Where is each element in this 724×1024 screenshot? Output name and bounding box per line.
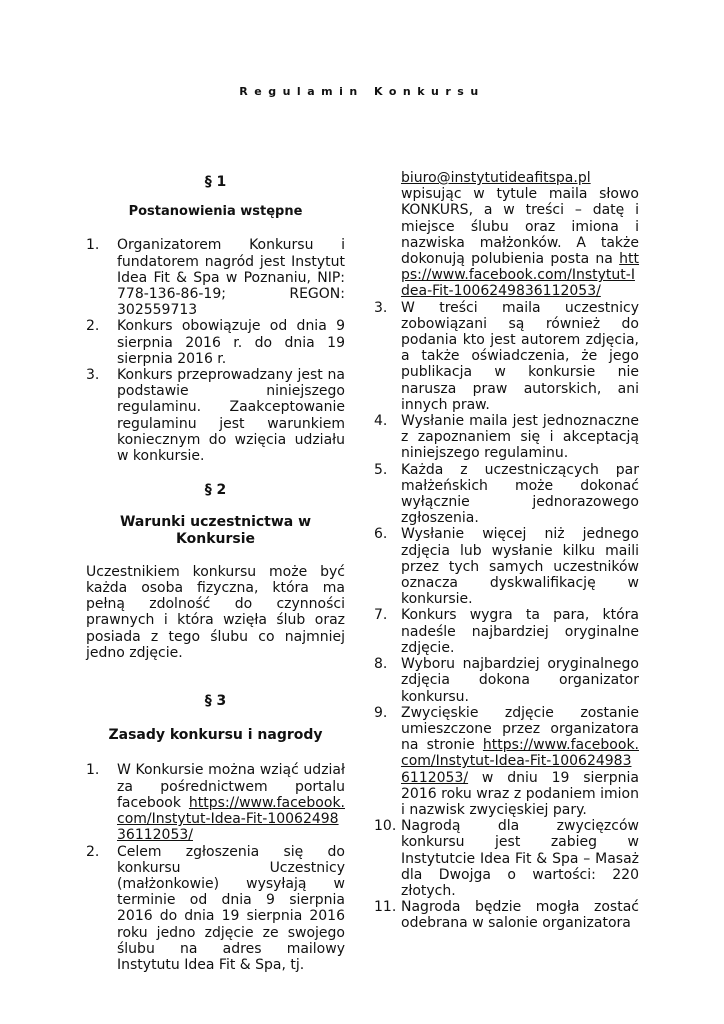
document-title: Regulamin Konkursu [239, 85, 485, 98]
list-text: Wysłanie maila jest jednoznaczne z zapoznaniem się i akceptacją niniejszego regulaminu. [401, 413, 639, 462]
list-text: W treści maila uczestnicy zobowiązani są również do podania kto jest autorem zdjęcia, a także oświadczenia, że jego publikacja w konkursie nie narusza praw autorskich, ani innych praw. [401, 299, 639, 413]
list-item [374, 413, 639, 462]
list-item [86, 318, 345, 367]
list-text: Wysłanie więcej niż jednego zdjęcia lub wysłanie kilku maili przez tych samych uczestników oznacza dyskwalifikację w konkursie. [401, 526, 639, 608]
list-number: 2. [86, 318, 100, 335]
list-number: 5. [374, 461, 388, 478]
list-number: 3. [374, 299, 388, 316]
list-number: 11. [374, 899, 397, 916]
list-text [117, 762, 345, 843]
section3-heading: Zasady konkursu i nagrody [108, 727, 323, 744]
list-number: 1. [86, 762, 100, 779]
section1-heading: Postanowienia wstępne [128, 204, 303, 220]
left-column [86, 170, 345, 973]
list-item [374, 462, 639, 527]
list-item [374, 818, 639, 899]
list-item [374, 656, 639, 705]
section1-list [86, 237, 345, 464]
item-text: Zwycięskie zdjęcie zostanie umieszczone przez organizatora na stronie [401, 704, 639, 754]
list-number: 9. [374, 704, 388, 721]
list-number: 8. [374, 656, 388, 673]
list-number: 10. [374, 818, 397, 835]
list-number: 6. [374, 526, 388, 543]
facebook-link[interactable]: https://www.facebook.com/Instytut-Idea-Fit-1006249836112053/ [401, 251, 640, 300]
list-item [86, 367, 345, 464]
list-text [401, 705, 639, 818]
facebook-link[interactable]: https://www.facebook.com/Instytut-Idea-Fit-1006249836112053/ [401, 737, 639, 786]
list-item [86, 237, 345, 318]
list-number: 1. [86, 237, 100, 254]
facebook-link[interactable]: https://www.facebook.com/Instytut-Idea-Fit-1006249836112053/ [117, 794, 345, 844]
list-text: Organizatorem Konkursu i fundatorem nagród jest Instytut Idea Fit & Spa w Poznaniu, NIP: 778-136-86-19; REGON: 302559713 [117, 237, 345, 319]
list-item [374, 899, 639, 931]
list-item [374, 705, 639, 818]
list-number: 2. [86, 843, 100, 860]
list-text: Nagroda będzie mogła zostać odebrana w salonie organizatora [401, 899, 639, 932]
item2-continuation [374, 170, 639, 300]
section2-heading: Warunki uczestnictwa w Konkursie [119, 514, 312, 547]
section2-sign: § 2 [204, 482, 227, 499]
list-text: Nagrodą dla zwycięzców konkursu jest zabieg w Instytutcie Idea Fit & Spa – Masaż dla Dwojga o wartości: 220 złotych. [401, 818, 639, 899]
item-text: wpisując w tytule maila słowo KONKURS, a w treści – datę i miejsce ślubu oraz imiona i nazwiska małżonków. A także dokonują polubienia posta na [401, 186, 639, 268]
section3-list-left [86, 762, 345, 973]
list-item [374, 526, 639, 607]
list-number: 7. [374, 607, 388, 624]
list-text: Każda z uczestniczących par małżeńskich może dokonać wyłącznie jednorazowego zgłoszenia. [401, 461, 639, 527]
email-link[interactable]: biuro@instytutideafitspa.pl [401, 170, 591, 186]
section3-list-right [374, 300, 639, 932]
list-item [374, 300, 639, 413]
list-text: Konkurs wygra ta para, która nadeśle najbardziej oryginalne zdjęcie. [401, 607, 639, 656]
list-text: Wyboru najbardziej oryginalnego zdjęcia dokona organizator konkursu. [401, 656, 639, 705]
section1-sign: § 1 [204, 174, 227, 190]
list-text: Celem zgłoszenia się do konkursu Uczestnicy (małżonkowie) wysyłają w terminie od dnia 9 sierpnia 2016 do dnia 19 sierpnia 2016 roku jedno zdjęcie ze swojego ślubu na adres mailowy Instytutu Idea Fit & Spa, tj. [117, 843, 345, 973]
list-text: Konkurs obowiązuje od dnia 9 sierpnia 2016 r. do dnia 19 sierpnia 2016 r. [117, 318, 345, 367]
list-text: Konkurs przeprowadzany jest na podstawie niniejszego regulaminu. Zaakceptowanie regulaminu jest warunkiem koniecznym do wzięcia udziału w konkursie. [117, 367, 345, 465]
list-item [86, 762, 345, 843]
right-column [374, 170, 639, 932]
item-text: w dniu 19 sierpnia 2016 roku wraz z podaniem imion i nazwisk zwycięskiej pary. [401, 769, 640, 818]
list-number: 3. [86, 367, 100, 384]
list-item [86, 844, 345, 974]
list-number: 4. [374, 413, 388, 430]
section2-text: Uczestnikiem konkursu może być każda osoba fizyczna, która ma pełną zdolność do czynności prawnych i która wzięła ślub oraz posiada z tego ślubu co najmniej jedno zdjęcie. [86, 563, 345, 661]
section3-sign: § 3 [204, 693, 227, 710]
list-item [374, 607, 639, 656]
item-text: W Konkursie można wziąć udział za pośrednictwem portalu facebook [117, 762, 345, 811]
